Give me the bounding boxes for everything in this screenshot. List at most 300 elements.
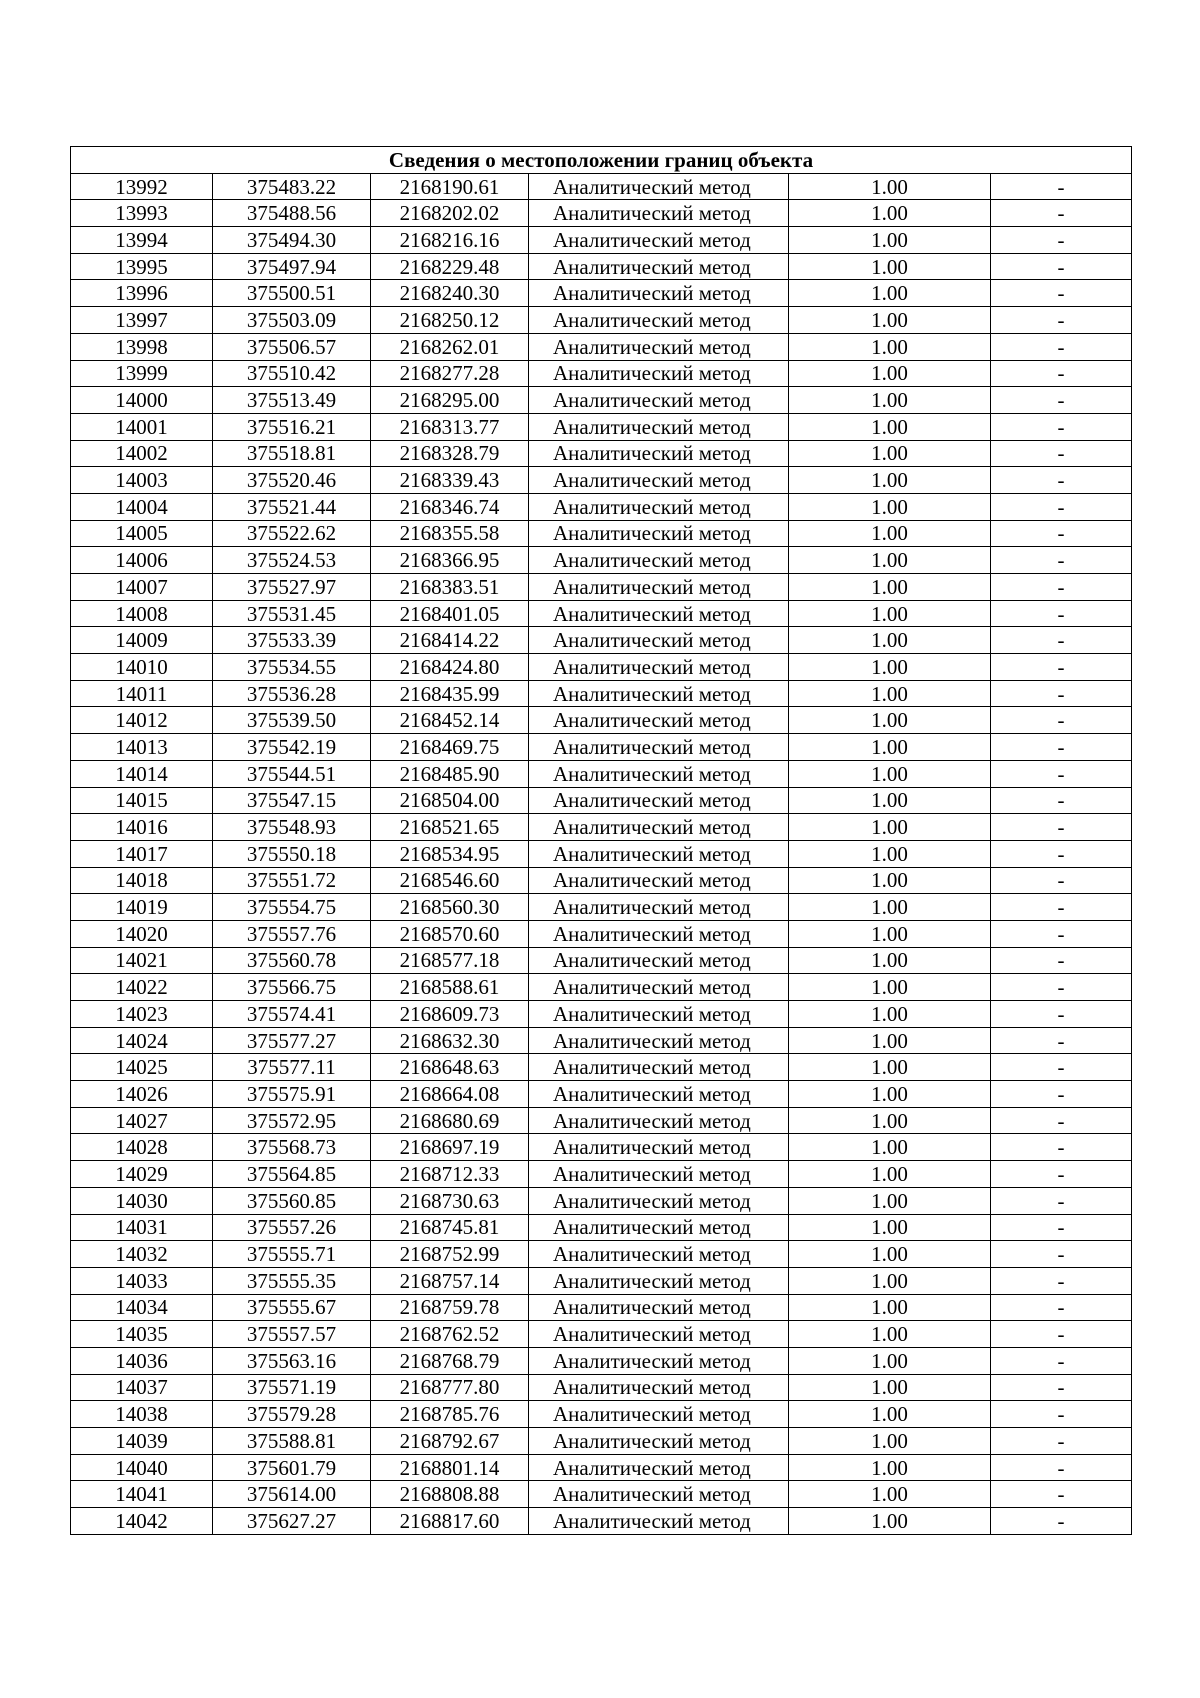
table-row	[71, 467, 1132, 494]
x-coordinate-cell: 375516.21	[213, 413, 371, 440]
table-row	[71, 707, 1132, 734]
precision-cell: 1.00	[789, 814, 991, 841]
point-number-cell: 13998	[71, 333, 213, 360]
table-row	[71, 1401, 1132, 1428]
y-coordinate-cell: 2168313.77	[371, 413, 529, 440]
point-number-cell: 14031	[71, 1214, 213, 1241]
precision-cell: 1.00	[789, 707, 991, 734]
y-coordinate-cell: 2168534.95	[371, 840, 529, 867]
table-row	[71, 520, 1132, 547]
precision-cell: 1.00	[789, 200, 991, 227]
table-row	[71, 654, 1132, 681]
x-coordinate-cell: 375555.67	[213, 1294, 371, 1321]
method-cell: Аналитический метод	[529, 1454, 789, 1481]
point-number-cell: 14002	[71, 440, 213, 467]
method-cell: Аналитический метод	[529, 894, 789, 921]
y-coordinate-cell: 2168730.63	[371, 1187, 529, 1214]
description-cell: -	[991, 707, 1132, 734]
table-row	[71, 1187, 1132, 1214]
y-coordinate-cell: 2168817.60	[371, 1508, 529, 1535]
precision-cell: 1.00	[789, 600, 991, 627]
precision-cell: 1.00	[789, 1001, 991, 1028]
y-coordinate-cell: 2168240.30	[371, 280, 529, 307]
point-number-cell: 14028	[71, 1134, 213, 1161]
precision-cell: 1.00	[789, 1134, 991, 1161]
y-coordinate-cell: 2168295.00	[371, 387, 529, 414]
y-coordinate-cell: 2168504.00	[371, 787, 529, 814]
description-cell: -	[991, 814, 1132, 841]
point-number-cell: 14025	[71, 1054, 213, 1081]
table-row	[71, 1214, 1132, 1241]
x-coordinate-cell: 375521.44	[213, 493, 371, 520]
y-coordinate-cell: 2168414.22	[371, 627, 529, 654]
method-cell: Аналитический метод	[529, 1161, 789, 1188]
description-cell: -	[991, 1161, 1132, 1188]
table-row	[71, 493, 1132, 520]
y-coordinate-cell: 2168785.76	[371, 1401, 529, 1428]
description-cell: -	[991, 493, 1132, 520]
x-coordinate-cell: 375547.15	[213, 787, 371, 814]
precision-cell: 1.00	[789, 680, 991, 707]
description-cell: -	[991, 173, 1132, 200]
table-row	[71, 253, 1132, 280]
description-cell: -	[991, 1134, 1132, 1161]
table-row	[71, 627, 1132, 654]
table-row	[71, 173, 1132, 200]
description-cell: -	[991, 1294, 1132, 1321]
x-coordinate-cell: 375520.46	[213, 467, 371, 494]
x-coordinate-cell: 375536.28	[213, 680, 371, 707]
point-number-cell: 14023	[71, 1001, 213, 1028]
method-cell: Аналитический метод	[529, 307, 789, 334]
method-cell: Аналитический метод	[529, 1294, 789, 1321]
table-row	[71, 1054, 1132, 1081]
table-row	[71, 360, 1132, 387]
precision-cell: 1.00	[789, 173, 991, 200]
method-cell: Аналитический метод	[529, 173, 789, 200]
table-title-row	[71, 147, 1132, 174]
method-cell: Аналитический метод	[529, 680, 789, 707]
y-coordinate-cell: 2168277.28	[371, 360, 529, 387]
x-coordinate-cell: 375579.28	[213, 1401, 371, 1428]
method-cell: Аналитический метод	[529, 734, 789, 761]
description-cell: -	[991, 227, 1132, 254]
point-number-cell: 14018	[71, 867, 213, 894]
y-coordinate-cell: 2168424.80	[371, 654, 529, 681]
method-cell: Аналитический метод	[529, 1401, 789, 1428]
table-row	[71, 200, 1132, 227]
description-cell: -	[991, 1107, 1132, 1134]
precision-cell: 1.00	[789, 1294, 991, 1321]
y-coordinate-cell: 2168768.79	[371, 1347, 529, 1374]
method-cell: Аналитический метод	[529, 493, 789, 520]
x-coordinate-cell: 375601.79	[213, 1454, 371, 1481]
table-row	[71, 1508, 1132, 1535]
y-coordinate-cell: 2168521.65	[371, 814, 529, 841]
point-number-cell: 14016	[71, 814, 213, 841]
y-coordinate-cell: 2168745.81	[371, 1214, 529, 1241]
method-cell: Аналитический метод	[529, 1321, 789, 1348]
point-number-cell: 14039	[71, 1428, 213, 1455]
description-cell: -	[991, 1267, 1132, 1294]
method-cell: Аналитический метод	[529, 707, 789, 734]
point-number-cell: 14010	[71, 654, 213, 681]
precision-cell: 1.00	[789, 1508, 991, 1535]
description-cell: -	[991, 1428, 1132, 1455]
x-coordinate-cell: 375548.93	[213, 814, 371, 841]
precision-cell: 1.00	[789, 227, 991, 254]
y-coordinate-cell: 2168680.69	[371, 1107, 529, 1134]
x-coordinate-cell: 375560.78	[213, 947, 371, 974]
precision-cell: 1.00	[789, 867, 991, 894]
x-coordinate-cell: 375557.26	[213, 1214, 371, 1241]
table-row	[71, 1321, 1132, 1348]
y-coordinate-cell: 2168777.80	[371, 1374, 529, 1401]
x-coordinate-cell: 375522.62	[213, 520, 371, 547]
table-body	[71, 173, 1132, 1534]
x-coordinate-cell: 375557.76	[213, 920, 371, 947]
y-coordinate-cell: 2168801.14	[371, 1454, 529, 1481]
x-coordinate-cell: 375544.51	[213, 760, 371, 787]
table-row	[71, 1241, 1132, 1268]
precision-cell: 1.00	[789, 520, 991, 547]
precision-cell: 1.00	[789, 333, 991, 360]
method-cell: Аналитический метод	[529, 760, 789, 787]
point-number-cell: 13997	[71, 307, 213, 334]
y-coordinate-cell: 2168664.08	[371, 1081, 529, 1108]
table-row	[71, 1454, 1132, 1481]
description-cell: -	[991, 574, 1132, 601]
y-coordinate-cell: 2168366.95	[371, 547, 529, 574]
y-coordinate-cell: 2168570.60	[371, 920, 529, 947]
method-cell: Аналитический метод	[529, 1054, 789, 1081]
table-row	[71, 413, 1132, 440]
y-coordinate-cell: 2168808.88	[371, 1481, 529, 1508]
precision-cell: 1.00	[789, 1454, 991, 1481]
method-cell: Аналитический метод	[529, 333, 789, 360]
point-number-cell: 14019	[71, 894, 213, 921]
point-number-cell: 14042	[71, 1508, 213, 1535]
x-coordinate-cell: 375488.56	[213, 200, 371, 227]
method-cell: Аналитический метод	[529, 1347, 789, 1374]
method-cell: Аналитический метод	[529, 1214, 789, 1241]
y-coordinate-cell: 2168355.58	[371, 520, 529, 547]
method-cell: Аналитический метод	[529, 200, 789, 227]
point-number-cell: 14009	[71, 627, 213, 654]
method-cell: Аналитический метод	[529, 413, 789, 440]
point-number-cell: 13995	[71, 253, 213, 280]
precision-cell: 1.00	[789, 253, 991, 280]
y-coordinate-cell: 2168452.14	[371, 707, 529, 734]
y-coordinate-cell: 2168759.78	[371, 1294, 529, 1321]
method-cell: Аналитический метод	[529, 920, 789, 947]
method-cell: Аналитический метод	[529, 1428, 789, 1455]
point-number-cell: 14020	[71, 920, 213, 947]
description-cell: -	[991, 600, 1132, 627]
description-cell: -	[991, 467, 1132, 494]
precision-cell: 1.00	[789, 1267, 991, 1294]
x-coordinate-cell: 375614.00	[213, 1481, 371, 1508]
point-number-cell: 14005	[71, 520, 213, 547]
description-cell: -	[991, 920, 1132, 947]
table-row	[71, 1081, 1132, 1108]
table-row	[71, 1161, 1132, 1188]
description-cell: -	[991, 520, 1132, 547]
precision-cell: 1.00	[789, 947, 991, 974]
precision-cell: 1.00	[789, 734, 991, 761]
point-number-cell: 13993	[71, 200, 213, 227]
precision-cell: 1.00	[789, 1187, 991, 1214]
method-cell: Аналитический метод	[529, 867, 789, 894]
method-cell: Аналитический метод	[529, 1107, 789, 1134]
method-cell: Аналитический метод	[529, 814, 789, 841]
x-coordinate-cell: 375568.73	[213, 1134, 371, 1161]
description-cell: -	[991, 840, 1132, 867]
table-row	[71, 760, 1132, 787]
description-cell: -	[991, 1187, 1132, 1214]
precision-cell: 1.00	[789, 1027, 991, 1054]
x-coordinate-cell: 375555.35	[213, 1267, 371, 1294]
point-number-cell: 13996	[71, 280, 213, 307]
description-cell: -	[991, 680, 1132, 707]
precision-cell: 1.00	[789, 1214, 991, 1241]
precision-cell: 1.00	[789, 1428, 991, 1455]
table-row	[71, 547, 1132, 574]
table-row	[71, 840, 1132, 867]
description-cell: -	[991, 947, 1132, 974]
y-coordinate-cell: 2168577.18	[371, 947, 529, 974]
point-number-cell: 14033	[71, 1267, 213, 1294]
x-coordinate-cell: 375503.09	[213, 307, 371, 334]
method-cell: Аналитический метод	[529, 1508, 789, 1535]
description-cell: -	[991, 280, 1132, 307]
y-coordinate-cell: 2168485.90	[371, 760, 529, 787]
method-cell: Аналитический метод	[529, 467, 789, 494]
point-number-cell: 14013	[71, 734, 213, 761]
table-row	[71, 787, 1132, 814]
point-number-cell: 14027	[71, 1107, 213, 1134]
x-coordinate-cell: 375524.53	[213, 547, 371, 574]
description-cell: -	[991, 1374, 1132, 1401]
point-number-cell: 14015	[71, 787, 213, 814]
method-cell: Аналитический метод	[529, 520, 789, 547]
precision-cell: 1.00	[789, 840, 991, 867]
x-coordinate-cell: 375506.57	[213, 333, 371, 360]
method-cell: Аналитический метод	[529, 787, 789, 814]
description-cell: -	[991, 1054, 1132, 1081]
point-number-cell: 14041	[71, 1481, 213, 1508]
x-coordinate-cell: 375531.45	[213, 600, 371, 627]
y-coordinate-cell: 2168609.73	[371, 1001, 529, 1028]
point-number-cell: 14029	[71, 1161, 213, 1188]
table-row	[71, 307, 1132, 334]
method-cell: Аналитический метод	[529, 1027, 789, 1054]
precision-cell: 1.00	[789, 920, 991, 947]
x-coordinate-cell: 375551.72	[213, 867, 371, 894]
x-coordinate-cell: 375574.41	[213, 1001, 371, 1028]
x-coordinate-cell: 375518.81	[213, 440, 371, 467]
method-cell: Аналитический метод	[529, 974, 789, 1001]
table-row	[71, 920, 1132, 947]
precision-cell: 1.00	[789, 1054, 991, 1081]
y-coordinate-cell: 2168190.61	[371, 173, 529, 200]
point-number-cell: 14000	[71, 387, 213, 414]
precision-cell: 1.00	[789, 493, 991, 520]
precision-cell: 1.00	[789, 1347, 991, 1374]
description-cell: -	[991, 1001, 1132, 1028]
point-number-cell: 14026	[71, 1081, 213, 1108]
table-row	[71, 1481, 1132, 1508]
method-cell: Аналитический метод	[529, 1374, 789, 1401]
point-number-cell: 14012	[71, 707, 213, 734]
description-cell: -	[991, 1481, 1132, 1508]
precision-cell: 1.00	[789, 307, 991, 334]
description-cell: -	[991, 253, 1132, 280]
method-cell: Аналитический метод	[529, 1267, 789, 1294]
method-cell: Аналитический метод	[529, 1187, 789, 1214]
precision-cell: 1.00	[789, 387, 991, 414]
description-cell: -	[991, 654, 1132, 681]
precision-cell: 1.00	[789, 787, 991, 814]
precision-cell: 1.00	[789, 894, 991, 921]
x-coordinate-cell: 375510.42	[213, 360, 371, 387]
method-cell: Аналитический метод	[529, 840, 789, 867]
method-cell: Аналитический метод	[529, 253, 789, 280]
description-cell: -	[991, 760, 1132, 787]
y-coordinate-cell: 2168216.16	[371, 227, 529, 254]
y-coordinate-cell: 2168346.74	[371, 493, 529, 520]
y-coordinate-cell: 2168435.99	[371, 680, 529, 707]
table-row	[71, 680, 1132, 707]
point-number-cell: 14034	[71, 1294, 213, 1321]
table-row	[71, 600, 1132, 627]
point-number-cell: 14001	[71, 413, 213, 440]
x-coordinate-cell: 375527.97	[213, 574, 371, 601]
table-row	[71, 974, 1132, 1001]
point-number-cell: 14038	[71, 1401, 213, 1428]
table-row	[71, 1347, 1132, 1374]
table-row	[71, 1294, 1132, 1321]
table-row	[71, 1267, 1132, 1294]
x-coordinate-cell: 375539.50	[213, 707, 371, 734]
description-cell: -	[991, 547, 1132, 574]
y-coordinate-cell: 2168229.48	[371, 253, 529, 280]
x-coordinate-cell: 375557.57	[213, 1321, 371, 1348]
x-coordinate-cell: 375577.11	[213, 1054, 371, 1081]
method-cell: Аналитический метод	[529, 627, 789, 654]
point-number-cell: 14036	[71, 1347, 213, 1374]
point-number-cell: 14011	[71, 680, 213, 707]
table-row	[71, 814, 1132, 841]
point-number-cell: 14030	[71, 1187, 213, 1214]
method-cell: Аналитический метод	[529, 1001, 789, 1028]
point-number-cell: 14021	[71, 947, 213, 974]
description-cell: -	[991, 894, 1132, 921]
x-coordinate-cell: 375571.19	[213, 1374, 371, 1401]
x-coordinate-cell: 375566.75	[213, 974, 371, 1001]
x-coordinate-cell: 375483.22	[213, 173, 371, 200]
description-cell: -	[991, 627, 1132, 654]
x-coordinate-cell: 375575.91	[213, 1081, 371, 1108]
y-coordinate-cell: 2168262.01	[371, 333, 529, 360]
method-cell: Аналитический метод	[529, 1241, 789, 1268]
description-cell: -	[991, 1081, 1132, 1108]
y-coordinate-cell: 2168383.51	[371, 574, 529, 601]
point-number-cell: 14035	[71, 1321, 213, 1348]
description-cell: -	[991, 387, 1132, 414]
point-number-cell: 14007	[71, 574, 213, 601]
precision-cell: 1.00	[789, 440, 991, 467]
x-coordinate-cell: 375572.95	[213, 1107, 371, 1134]
table-row	[71, 333, 1132, 360]
y-coordinate-cell: 2168792.67	[371, 1428, 529, 1455]
x-coordinate-cell: 375555.71	[213, 1241, 371, 1268]
x-coordinate-cell: 375564.85	[213, 1161, 371, 1188]
point-number-cell: 14032	[71, 1241, 213, 1268]
table-row	[71, 1374, 1132, 1401]
description-cell: -	[991, 734, 1132, 761]
description-cell: -	[991, 1321, 1132, 1348]
method-cell: Аналитический метод	[529, 227, 789, 254]
table-row	[71, 867, 1132, 894]
x-coordinate-cell: 375577.27	[213, 1027, 371, 1054]
precision-cell: 1.00	[789, 1081, 991, 1108]
precision-cell: 1.00	[789, 574, 991, 601]
y-coordinate-cell: 2168250.12	[371, 307, 529, 334]
description-cell: -	[991, 974, 1132, 1001]
x-coordinate-cell: 375497.94	[213, 253, 371, 280]
description-cell: -	[991, 1454, 1132, 1481]
precision-cell: 1.00	[789, 360, 991, 387]
description-cell: -	[991, 1214, 1132, 1241]
description-cell: -	[991, 333, 1132, 360]
y-coordinate-cell: 2168339.43	[371, 467, 529, 494]
table-row	[71, 227, 1132, 254]
y-coordinate-cell: 2168328.79	[371, 440, 529, 467]
y-coordinate-cell: 2168560.30	[371, 894, 529, 921]
boundary-coordinates-table	[70, 146, 1132, 1535]
y-coordinate-cell: 2168588.61	[371, 974, 529, 1001]
x-coordinate-cell: 375513.49	[213, 387, 371, 414]
table-row	[71, 440, 1132, 467]
method-cell: Аналитический метод	[529, 654, 789, 681]
method-cell: Аналитический метод	[529, 1481, 789, 1508]
method-cell: Аналитический метод	[529, 387, 789, 414]
description-cell: -	[991, 307, 1132, 334]
precision-cell: 1.00	[789, 974, 991, 1001]
point-number-cell: 14017	[71, 840, 213, 867]
precision-cell: 1.00	[789, 467, 991, 494]
description-cell: -	[991, 867, 1132, 894]
description-cell: -	[991, 1027, 1132, 1054]
x-coordinate-cell: 375534.55	[213, 654, 371, 681]
x-coordinate-cell: 375560.85	[213, 1187, 371, 1214]
x-coordinate-cell: 375542.19	[213, 734, 371, 761]
precision-cell: 1.00	[789, 280, 991, 307]
point-number-cell: 14008	[71, 600, 213, 627]
method-cell: Аналитический метод	[529, 440, 789, 467]
precision-cell: 1.00	[789, 627, 991, 654]
precision-cell: 1.00	[789, 1374, 991, 1401]
y-coordinate-cell: 2168712.33	[371, 1161, 529, 1188]
y-coordinate-cell: 2168752.99	[371, 1241, 529, 1268]
table-row	[71, 1428, 1132, 1455]
y-coordinate-cell: 2168401.05	[371, 600, 529, 627]
method-cell: Аналитический метод	[529, 547, 789, 574]
x-coordinate-cell: 375563.16	[213, 1347, 371, 1374]
point-number-cell: 13992	[71, 173, 213, 200]
table-row	[71, 1001, 1132, 1028]
